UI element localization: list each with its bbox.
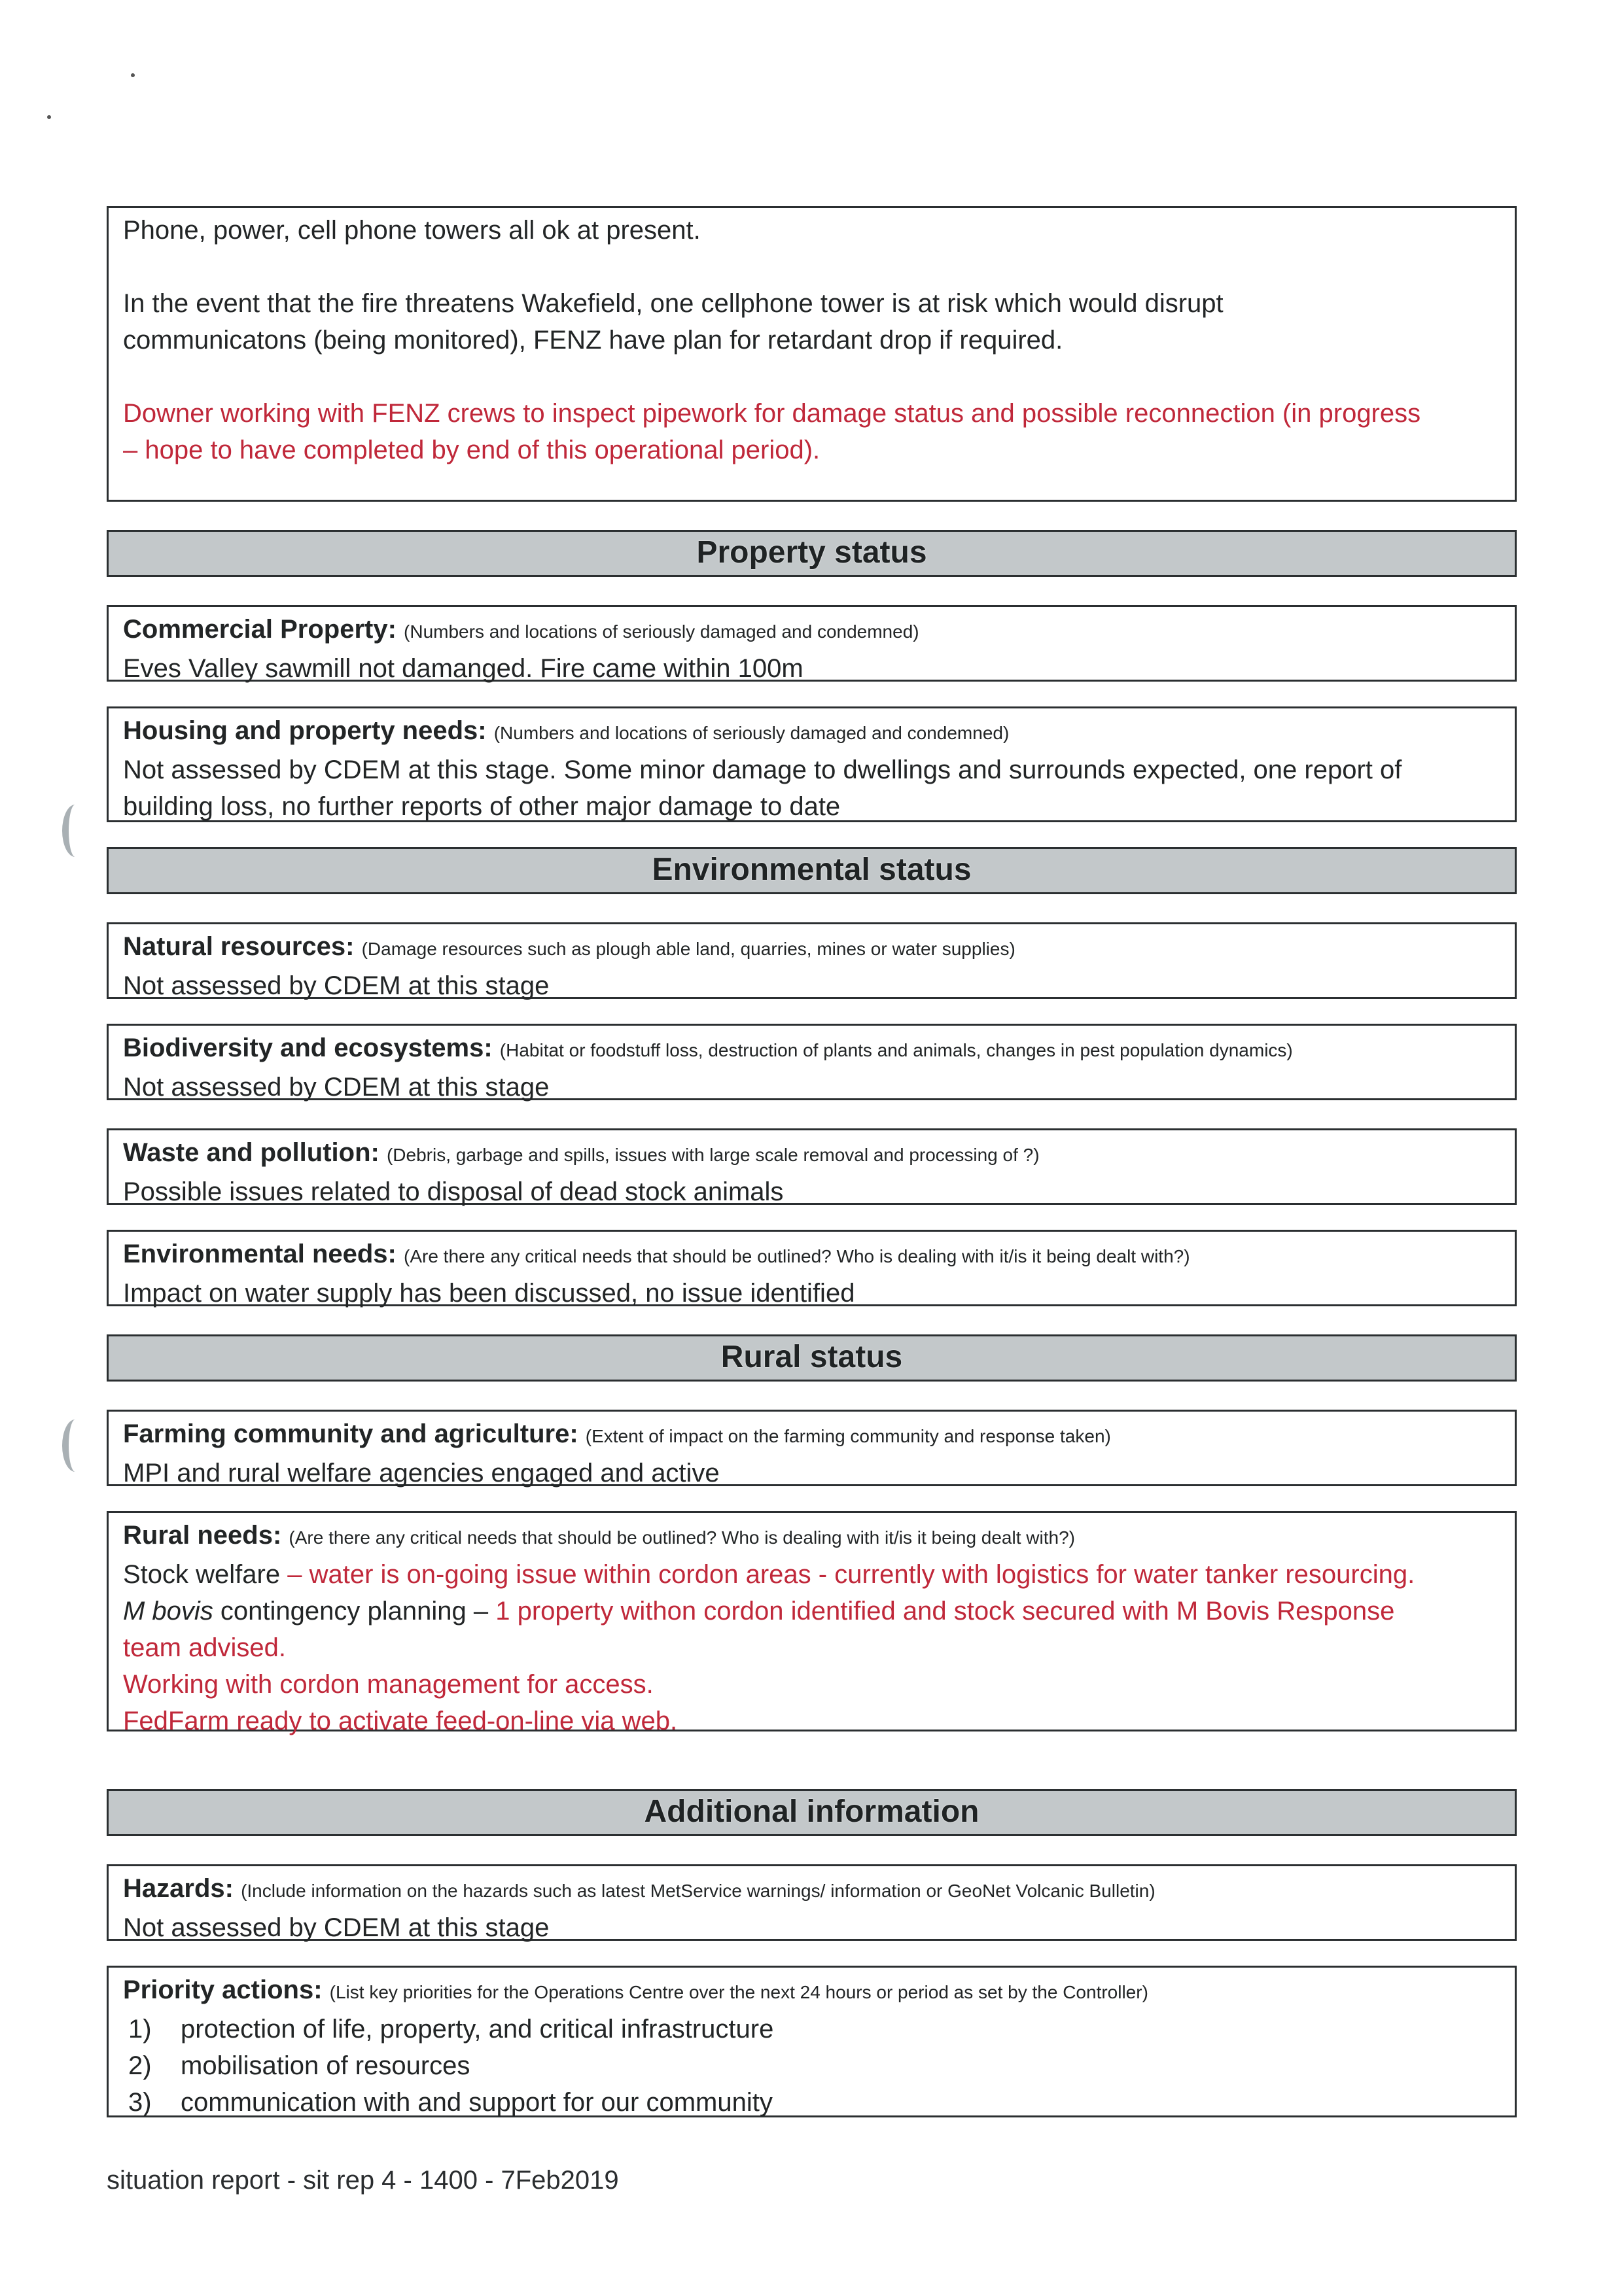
page-footer: situation report - sit rep 4 - 1400 - 7Feb2019 bbox=[107, 2166, 619, 2195]
field-value: Possible issues related to disposal of dead stock animals bbox=[123, 1177, 784, 1206]
field-hint: (Damage resources such as plough able land, quarries, mines or water supplies) bbox=[361, 939, 1015, 959]
stock-welfare-label: Stock welfare bbox=[123, 1560, 288, 1589]
field-hint: (Habitat or foodstuff loss, destruction of plants and animals, changes in pest population dynamics) bbox=[499, 1040, 1293, 1060]
infra-line-update: – hope to have completed by end of this operational period). bbox=[123, 436, 821, 464]
field-label: Biodiversity and ecosystems: bbox=[123, 1034, 493, 1062]
field-value: Not assessed by CDEM at this stage bbox=[123, 1913, 550, 1942]
priority-number: 1) bbox=[128, 2015, 152, 2044]
priority-number: 3) bbox=[128, 2088, 152, 2117]
section-header-additional: Additional information bbox=[107, 1789, 1517, 1836]
priority-text: communication with and support for our community bbox=[181, 2088, 773, 2117]
mbovis-term: M bovis bbox=[123, 1597, 213, 1626]
scan-speck bbox=[131, 73, 135, 77]
mbovis-label: contingency planning – bbox=[213, 1597, 496, 1626]
farming-community-box bbox=[107, 1410, 1517, 1486]
priority-item bbox=[123, 2011, 1500, 2047]
scan-crescent-mark bbox=[62, 805, 88, 857]
biodiversity-box bbox=[107, 1024, 1517, 1100]
field-hint: (Include information on the hazards such as latest MetService warnings/ information or GeoNet Volcanic Bulletin) bbox=[241, 1881, 1156, 1901]
field-hint: (Numbers and locations of seriously damaged and condemned) bbox=[404, 621, 919, 642]
section-header-rural: Rural status bbox=[107, 1334, 1517, 1382]
waste-pollution-box bbox=[107, 1128, 1517, 1205]
field-label: Farming community and agriculture: bbox=[123, 1419, 578, 1448]
scan-speck bbox=[47, 115, 51, 119]
section-header-environmental: Environmental status bbox=[107, 847, 1517, 894]
field-hint: (Debris, garbage and spills, issues with large scale removal and processing of ?) bbox=[386, 1145, 1040, 1165]
field-label: Hazards: bbox=[123, 1874, 234, 1903]
infra-line: communicatons (being monitored), FENZ have plan for retardant drop if required. bbox=[123, 326, 1063, 355]
rural-needs-box bbox=[107, 1511, 1517, 1735]
hazards-box bbox=[107, 1864, 1517, 1941]
priority-number: 2) bbox=[128, 2051, 152, 2080]
field-value: Not assessed by CDEM at this stage. Some minor damage to dwellings and surrounds expected, one report of bbox=[123, 756, 1402, 784]
field-hint: (Are there any critical needs that should be outlined? Who is dealing with it/is it being dealt with?) bbox=[404, 1246, 1190, 1266]
stock-welfare-update: – water is on-going issue within cordon areas - currently with logistics for water tanker resourcing. bbox=[287, 1560, 1415, 1589]
field-label: Waste and pollution: bbox=[123, 1138, 380, 1167]
field-label: Rural needs: bbox=[123, 1521, 282, 1550]
field-label: Housing and property needs: bbox=[123, 716, 487, 745]
infra-line: In the event that the fire threatens Wakefield, one cellphone tower is at risk which would disrupt bbox=[123, 289, 1224, 318]
field-hint: (List key priorities for the Operations Centre over the next 24 hours or period as set by the Controller) bbox=[329, 1982, 1148, 2002]
field-label: Natural resources: bbox=[123, 932, 355, 961]
infra-line-update: Downer working with FENZ crews to inspect pipework for damage status and possible reconnection (in progress bbox=[123, 399, 1421, 428]
field-hint: (Numbers and locations of seriously damaged and condemned) bbox=[493, 723, 1010, 743]
housing-property-box bbox=[107, 706, 1517, 822]
field-label: Priority actions: bbox=[123, 1975, 323, 2004]
field-label: Commercial Property: bbox=[123, 615, 397, 644]
field-value: Impact on water supply has been discussed, no issue identified bbox=[123, 1279, 855, 1308]
priority-actions-box bbox=[107, 1966, 1517, 2117]
environmental-needs-box bbox=[107, 1230, 1517, 1306]
natural-resources-box bbox=[107, 922, 1517, 999]
infrastructure-status-box bbox=[107, 206, 1517, 502]
field-hint: (Extent of impact on the farming community and response taken) bbox=[585, 1426, 1111, 1446]
fedfarm-update: FedFarm ready to activate feed-on-line via web. bbox=[123, 1707, 678, 1735]
priority-item bbox=[123, 2084, 1500, 2121]
cordon-update: Working with cordon management for access. bbox=[123, 1670, 654, 1699]
priority-text: protection of life, property, and critical infrastructure bbox=[181, 2015, 774, 2044]
field-value: Not assessed by CDEM at this stage bbox=[123, 971, 550, 1000]
infra-line: Phone, power, cell phone towers all ok at present. bbox=[123, 216, 701, 245]
field-value: Eves Valley sawmill not damanged. Fire came within 100m bbox=[123, 654, 803, 683]
priority-text: mobilisation of resources bbox=[181, 2051, 470, 2080]
field-value: building loss, no further reports of other major damage to date bbox=[123, 792, 841, 821]
commercial-property-box bbox=[107, 605, 1517, 682]
scan-crescent-mark bbox=[62, 1419, 88, 1472]
mbovis-line bbox=[123, 1593, 1500, 1629]
field-value: MPI and rural welfare agencies engaged and active bbox=[123, 1459, 720, 1487]
priority-item bbox=[123, 2047, 1500, 2084]
mbovis-update-cont: team advised. bbox=[123, 1633, 287, 1662]
mbovis-update: 1 property withon cordon identified and stock secured with M Bovis Response bbox=[495, 1597, 1395, 1626]
field-value: Not assessed by CDEM at this stage bbox=[123, 1073, 550, 1102]
field-hint: (Are there any critical needs that should be outlined? Who is dealing with it/is it being dealt with?) bbox=[289, 1527, 1075, 1548]
section-header-property: Property status bbox=[107, 530, 1517, 577]
stock-welfare-line bbox=[123, 1556, 1500, 1593]
field-label: Environmental needs: bbox=[123, 1240, 397, 1268]
